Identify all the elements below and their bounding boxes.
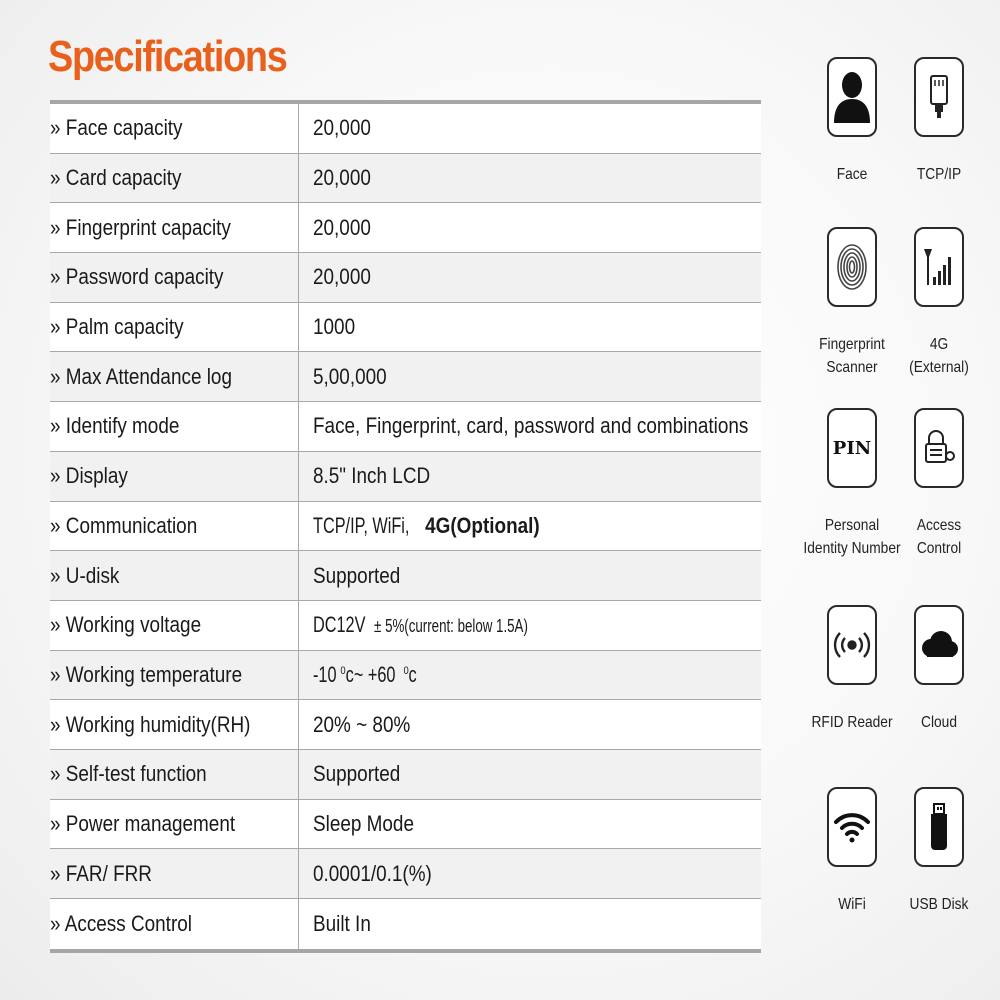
table-row <box>50 154 761 204</box>
feature-access-control <box>879 408 999 560</box>
spec-label: » Card capacity <box>50 165 182 191</box>
feature-label: Fingerprint Scanner <box>819 336 885 376</box>
spec-value: 8.5" Inch LCD <box>313 463 431 489</box>
specifications-table <box>50 100 761 953</box>
table-row <box>50 849 761 899</box>
spec-value: 20,000 <box>313 115 371 141</box>
table-row <box>50 253 761 303</box>
tcp-ip-icon <box>914 57 964 137</box>
spec-label: » Access Control <box>50 910 192 936</box>
table-row <box>50 452 761 502</box>
feature-label: Face <box>836 166 868 183</box>
spec-label: » Working voltage <box>50 612 202 638</box>
spec-label: » Working temperature <box>50 661 243 687</box>
spec-label: » U-disk <box>50 562 120 588</box>
spec-value: Supported <box>313 761 401 787</box>
table-row <box>50 104 761 154</box>
spec-value: DC12V± 5%(current: below 1.5A) <box>313 612 528 638</box>
spec-value: Supported <box>313 562 401 588</box>
spec-label: » Password capacity <box>50 264 224 290</box>
spec-value-bold: 4G(Optional) <box>425 512 540 538</box>
feature-label: Access Control <box>916 517 962 557</box>
face-icon <box>827 57 877 137</box>
table-row <box>50 352 761 402</box>
feature-label: WiFi <box>838 896 866 913</box>
spec-label: » Display <box>50 463 128 489</box>
spec-label: » FAR/ FRR <box>50 860 152 886</box>
table-row <box>50 203 761 253</box>
spec-value: TCP/IP, WiFi,4G(Optional) <box>313 512 540 538</box>
feature-label: 4G (External) <box>909 336 969 376</box>
usb-disk-icon <box>914 787 964 867</box>
spec-value: Built In <box>313 910 371 936</box>
feature-label: Personal Identity Number <box>803 517 901 557</box>
spec-value: 0.0001/0.1(%) <box>313 860 432 886</box>
feature-usb-disk <box>879 787 999 916</box>
4g-antenna-icon <box>914 227 964 307</box>
spec-value: 5,00,000 <box>313 363 387 389</box>
table-row <box>50 800 761 850</box>
table-row <box>50 502 761 552</box>
table-row <box>50 651 761 701</box>
page-title: Specifications <box>48 32 287 81</box>
spec-value: 1000 <box>313 314 356 340</box>
spec-value: Sleep Mode <box>313 810 414 836</box>
pin-icon: PIN <box>827 408 877 488</box>
spec-label: » Fingerprint capacity <box>50 214 231 240</box>
spec-label: » Working humidity(RH) <box>50 711 251 737</box>
spec-value: 20,000 <box>313 165 371 191</box>
table-row <box>50 750 761 800</box>
spec-value: Face, Fingerprint, card, password and combinations <box>313 413 749 439</box>
spec-label: » Face capacity <box>50 115 183 141</box>
spec-value: 20,000 <box>313 214 371 240</box>
feature-label: RFID Reader <box>811 714 893 731</box>
spec-label: » Palm capacity <box>50 314 184 340</box>
wifi-icon <box>827 787 877 867</box>
spec-label: » Communication <box>50 512 198 538</box>
feature-tcp-ip <box>879 57 999 186</box>
table-row <box>50 601 761 651</box>
cloud-icon <box>914 605 964 685</box>
feature-label: Cloud <box>921 714 957 731</box>
spec-label: » Power management <box>50 810 236 836</box>
spec-label: » Identify mode <box>50 413 180 439</box>
spec-value-small: ± 5%(current: below 1.5A) <box>373 616 528 637</box>
spec-value: -10 $^0$c~ +60 $^0$c <box>313 661 417 687</box>
table-row <box>50 899 761 949</box>
feature-4g <box>879 227 999 379</box>
feature-icons <box>795 55 995 955</box>
rfid-icon <box>827 605 877 685</box>
spec-label: » Max Attendance log <box>50 363 232 389</box>
table-row <box>50 303 761 353</box>
table-row <box>50 402 761 452</box>
feature-label: TCP/IP <box>916 166 962 183</box>
spec-value: 20,000 <box>313 264 371 290</box>
table-row <box>50 551 761 601</box>
table-row <box>50 700 761 750</box>
feature-cloud <box>879 605 999 734</box>
spec-label: » Self-test function <box>50 761 207 787</box>
feature-label: USB Disk <box>909 896 969 913</box>
fingerprint-icon <box>827 227 877 307</box>
spec-value: 20% ~ 80% <box>313 711 411 737</box>
access-control-icon <box>914 408 964 488</box>
